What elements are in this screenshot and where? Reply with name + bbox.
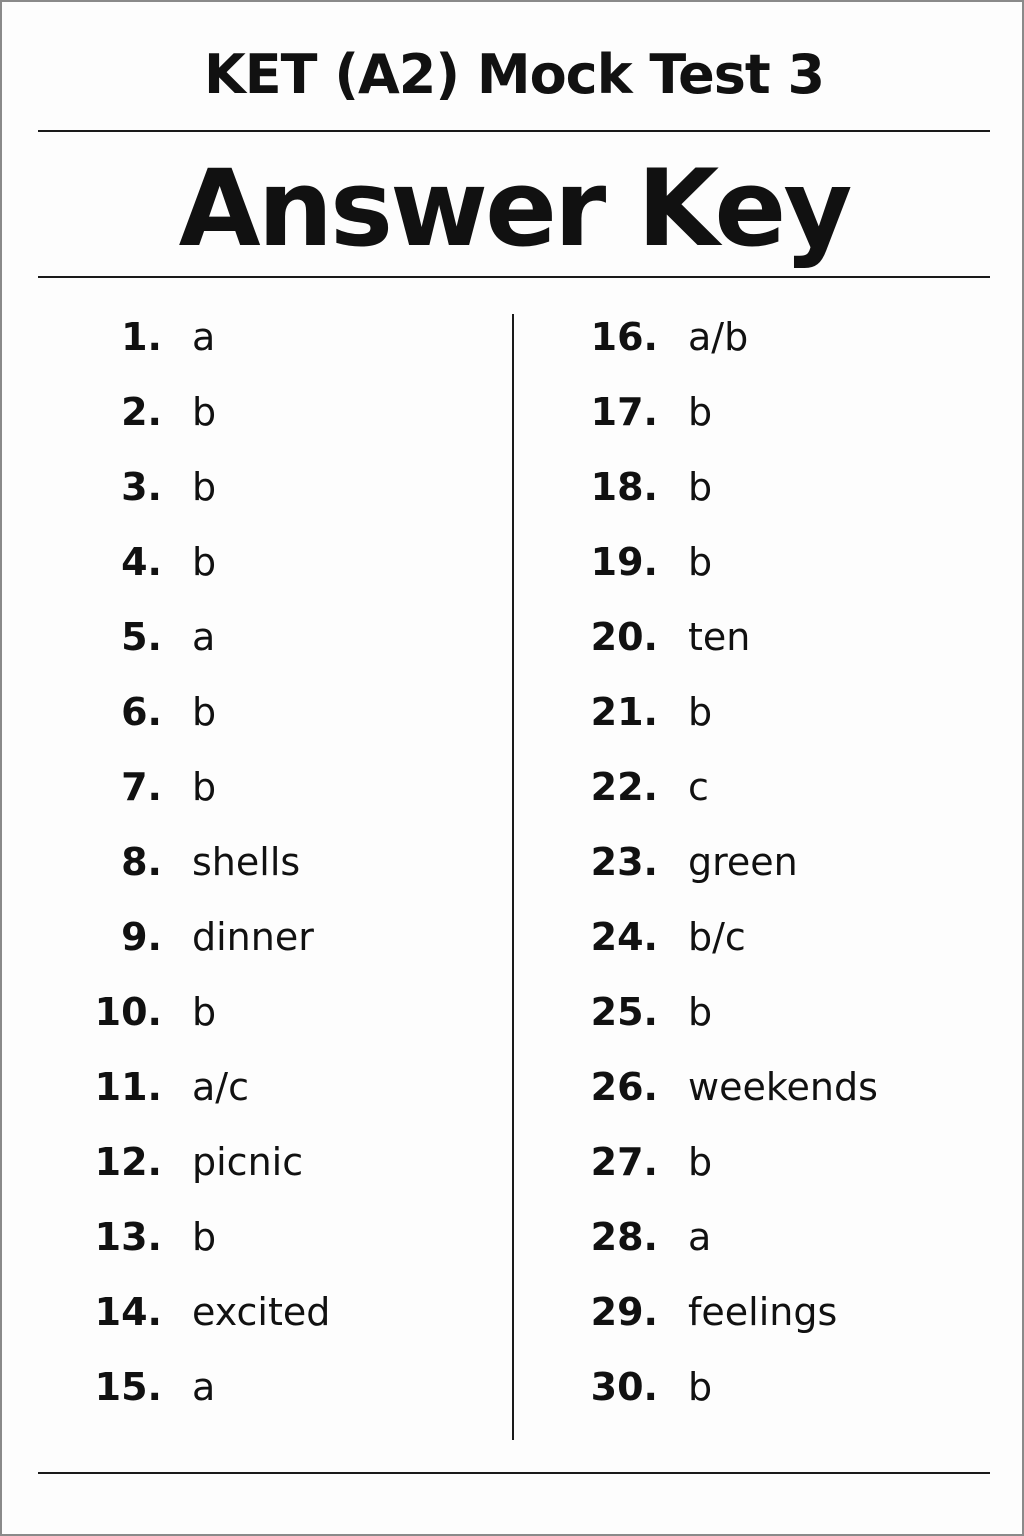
header-rule-top — [38, 130, 990, 132]
answer-value: b — [688, 540, 713, 584]
answer-value: a — [192, 315, 216, 359]
answer-row — [62, 900, 330, 975]
question-number: 20. — [590, 615, 658, 659]
answer-row — [558, 975, 878, 1050]
page-title: Answer Key — [178, 147, 850, 270]
answer-row — [62, 375, 330, 450]
answer-row — [62, 1200, 330, 1275]
answer-value: a/c — [192, 1065, 249, 1109]
question-number: 6. — [121, 690, 162, 734]
answer-row — [62, 750, 330, 825]
question-number: 14. — [94, 1290, 162, 1334]
question-number: 22. — [590, 765, 658, 809]
answer-row — [558, 1125, 878, 1200]
answer-value: c — [688, 765, 709, 809]
answer-value: b — [688, 1365, 713, 1409]
answer-value: b — [192, 465, 217, 509]
question-number: 27. — [590, 1140, 658, 1184]
question-number: 24. — [590, 915, 658, 959]
answer-value: b — [192, 690, 217, 734]
answer-value: b — [192, 540, 217, 584]
answer-value: shells — [192, 840, 301, 884]
question-number: 23. — [590, 840, 658, 884]
answer-value: b — [688, 1140, 713, 1184]
answer-value: excited — [192, 1290, 331, 1334]
answer-row — [62, 1125, 330, 1200]
question-number: 10. — [94, 990, 162, 1034]
answer-value: a — [192, 615, 216, 659]
answer-value: a/b — [688, 315, 749, 359]
answer-value: b — [688, 690, 713, 734]
answer-value: b — [192, 990, 217, 1034]
answer-value: b — [688, 390, 713, 434]
question-number: 9. — [121, 915, 162, 959]
answer-row — [62, 600, 330, 675]
question-number: 7. — [121, 765, 162, 809]
answer-value: b — [688, 990, 713, 1034]
answer-row — [62, 450, 330, 525]
question-number: 29. — [590, 1290, 658, 1334]
question-number: 30. — [590, 1365, 658, 1409]
answer-row — [558, 300, 878, 375]
question-number: 21. — [590, 690, 658, 734]
answer-row — [62, 675, 330, 750]
question-number: 15. — [94, 1365, 162, 1409]
answer-row — [558, 1200, 878, 1275]
question-number: 28. — [590, 1215, 658, 1259]
answer-value: weekends — [688, 1065, 878, 1109]
answer-value: b/c — [688, 915, 746, 959]
question-number: 4. — [121, 540, 162, 584]
answer-value: b — [192, 1215, 217, 1259]
answer-row — [558, 375, 878, 450]
question-number: 26. — [590, 1065, 658, 1109]
question-number: 3. — [121, 465, 162, 509]
answers-column-left — [62, 300, 330, 1425]
question-number: 16. — [590, 315, 658, 359]
answer-row — [62, 975, 330, 1050]
question-number: 5. — [121, 615, 162, 659]
answer-value: a — [688, 1215, 712, 1259]
question-number: 13. — [94, 1215, 162, 1259]
answer-row — [558, 1275, 878, 1350]
answer-row — [62, 1275, 330, 1350]
answer-value: picnic — [192, 1140, 304, 1184]
question-number: 1. — [121, 315, 162, 359]
answer-row — [558, 750, 878, 825]
answer-value: a — [192, 1365, 216, 1409]
question-number: 12. — [94, 1140, 162, 1184]
answer-value: b — [192, 765, 217, 809]
question-number: 11. — [94, 1065, 162, 1109]
answer-row — [558, 1350, 878, 1425]
answer-value: b — [688, 465, 713, 509]
answer-value: ten — [688, 615, 751, 659]
question-number: 19. — [590, 540, 658, 584]
question-number: 25. — [590, 990, 658, 1034]
answer-row — [558, 525, 878, 600]
answer-value: green — [688, 840, 798, 884]
answer-row — [62, 1350, 330, 1425]
answer-row — [62, 300, 330, 375]
answer-row — [558, 900, 878, 975]
answer-row — [558, 600, 878, 675]
answer-row — [558, 675, 878, 750]
test-subtitle: KET (A2) Mock Test 3 — [203, 43, 825, 106]
answer-row — [62, 825, 330, 900]
answer-value: dinner — [192, 915, 314, 959]
question-number: 18. — [590, 465, 658, 509]
answer-value: b — [192, 390, 217, 434]
answer-row — [558, 825, 878, 900]
answer-value: feelings — [688, 1290, 838, 1334]
header-rule-bottom — [38, 276, 990, 278]
answer-row — [558, 450, 878, 525]
column-divider — [512, 314, 514, 1440]
answer-row — [62, 525, 330, 600]
question-number: 17. — [590, 390, 658, 434]
answer-row — [62, 1050, 330, 1125]
question-number: 2. — [121, 390, 162, 434]
question-number: 8. — [121, 840, 162, 884]
footer-rule — [38, 1472, 990, 1474]
answer-row — [558, 1050, 878, 1125]
answers-column-right — [558, 300, 878, 1425]
